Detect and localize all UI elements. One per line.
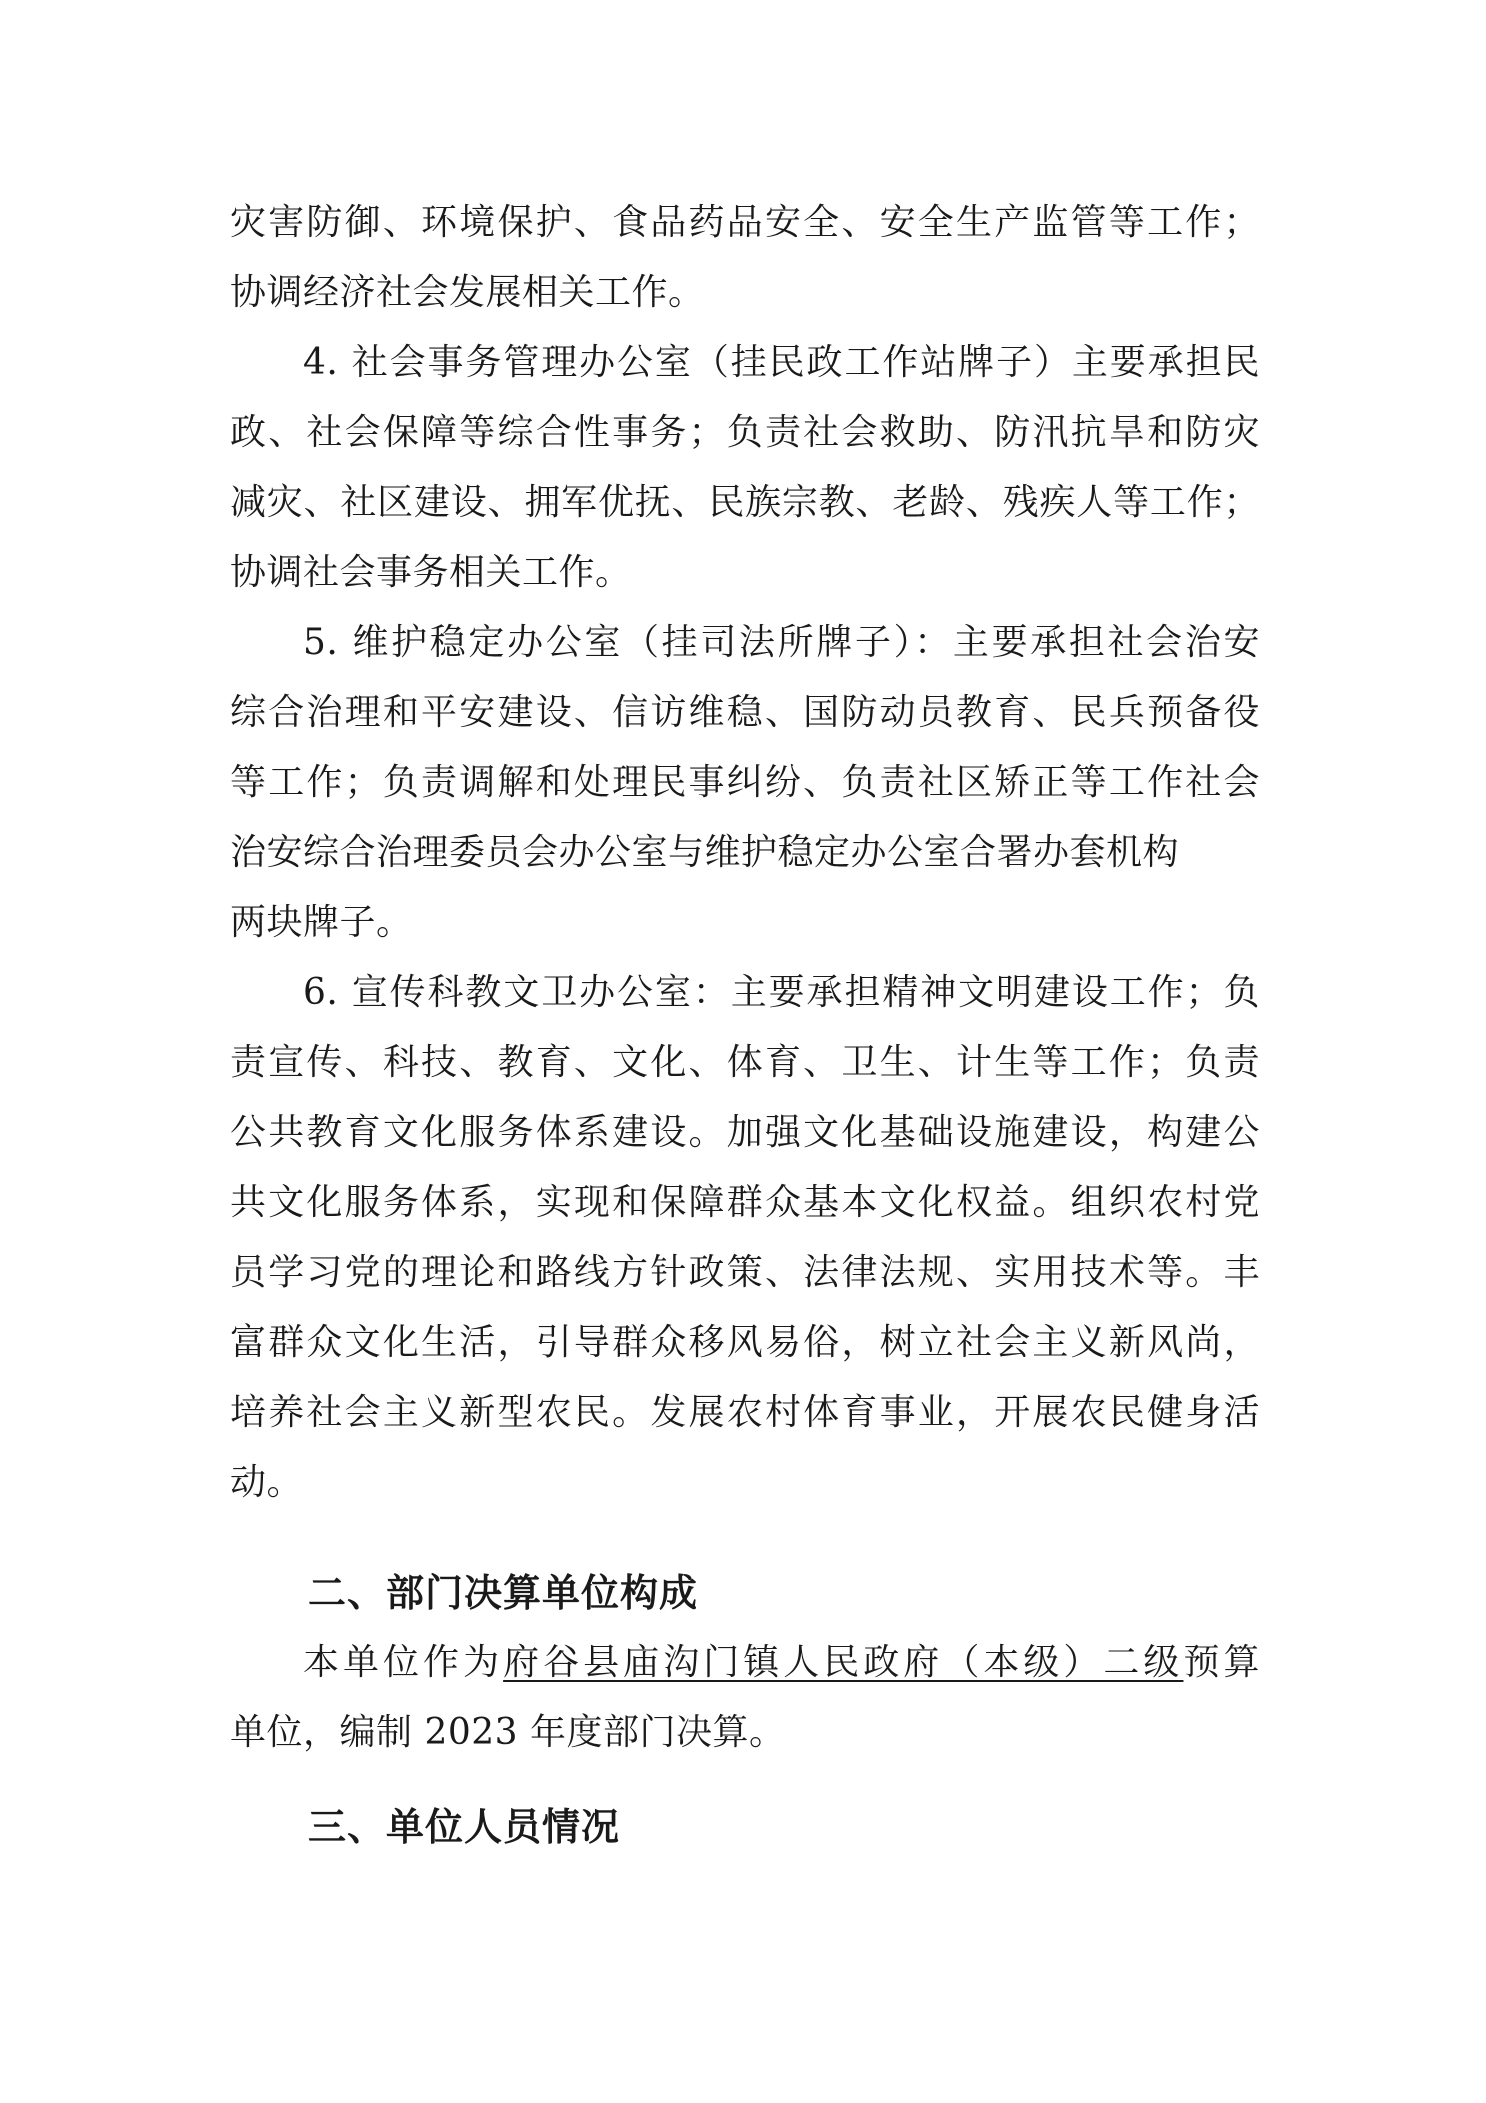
item5-line-4: 治安综合治理委员会办公室与维护稳定办公室合署办套机构	[230, 832, 1180, 873]
item4-line-1: 4. 社会事务管理办公室（挂民政工作站牌子）主要承担民	[303, 342, 1260, 383]
item6-line-5: 员学习党的理论和路线方针政策、法律法规、实用技术等。丰	[230, 1252, 1260, 1293]
item6-line-6: 富群众文化生活，引导群众移风易俗，树立社会主义新风尚，	[230, 1322, 1260, 1363]
item6-line-1: 6. 宣传科教文卫办公室：主要承担精神文明建设工作；负	[303, 972, 1260, 1013]
continuation-line-2: 协调经济社会发展相关工作。	[230, 272, 705, 313]
item6-line-8: 动。	[230, 1462, 304, 1503]
item6-line-7: 培养社会主义新型农民。发展农村体育事业，开展农民健身活	[230, 1392, 1260, 1433]
item6-line-2: 责宣传、科技、教育、文化、体育、卫生、计生等工作；负责	[230, 1042, 1260, 1083]
section2-suffix: 预算	[1183, 1642, 1260, 1683]
item4-line-4: 协调社会事务相关工作。	[230, 552, 632, 593]
continuation-line-1: 灾害防御、环境保护、食品药品安全、安全生产监管等工作；	[230, 202, 1260, 243]
item5-line-3: 等工作；负责调解和处理民事纠纷、负责社区矫正等工作社会	[230, 762, 1260, 803]
section2-line-2: 单位，编制 2023 年度部门决算。	[230, 1712, 786, 1753]
section2-heading: 二、部门决算单位构成	[308, 1571, 699, 1615]
item6-line-4: 共文化服务体系，实现和保障群众基本文化权益。组织农村党	[230, 1182, 1260, 1223]
item6-line-3: 公共教育文化服务体系建设。加强文化基础设施建设，构建公	[230, 1112, 1260, 1153]
item5-line-5: 两块牌子。	[230, 902, 413, 943]
section2-unit-name: 府谷县庙沟门镇人民政府（本级）二级	[503, 1642, 1184, 1683]
section2-line-1	[303, 1628, 1260, 1698]
item4-line-3: 减灾、社区建设、拥军优抚、民族宗教、老龄、残疾人等工作；	[230, 482, 1260, 523]
item5-line-2: 综合治理和平安建设、信访维稳、国防动员教育、民兵预备役	[230, 692, 1260, 733]
item5-line-1: 5. 维护稳定办公室（挂司法所牌子）：主要承担社会治安	[303, 622, 1260, 663]
item4-line-2: 政、社会保障等综合性事务；负责社会救助、防汛抗旱和防灾	[230, 412, 1260, 453]
section3-heading: 三、单位人员情况	[308, 1805, 621, 1849]
section2-prefix: 本单位作为	[303, 1642, 504, 1683]
